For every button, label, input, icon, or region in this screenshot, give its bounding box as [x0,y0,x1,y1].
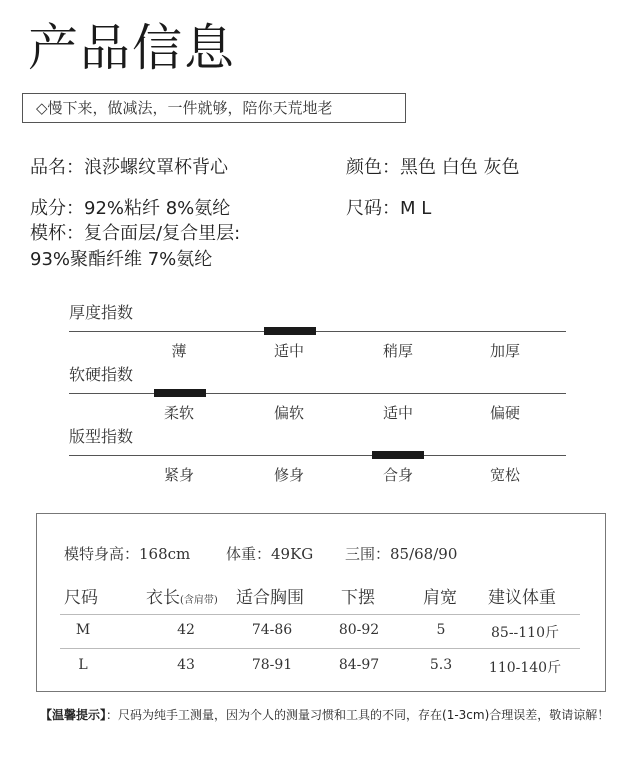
softness-option: 适中 [382,404,413,422]
table-divider [60,648,580,649]
size-notice [40,706,609,724]
table-divider [60,614,580,615]
softness-option: 偏软 [273,404,304,422]
header-weight: 建议体重 [488,588,556,608]
header-bust: 适合胸围 [236,588,304,608]
table-cell: 5.3 [429,657,453,673]
model-weight: 体重：49KG [226,545,314,563]
slogan: ◇慢下来，做减法，一件就够，陪你天荒地老 [36,99,333,117]
thickness-option: 加厚 [489,342,520,360]
thickness-scale-title: 厚度指数 [69,303,134,322]
table-cell: 5 [436,622,446,638]
softness-option: 偏硬 [489,404,520,422]
header-shoulder: 肩宽 [423,588,457,608]
fit-option: 紧身 [163,466,194,484]
fit-scale-title: 版型指数 [69,427,134,446]
product-composition: 成分：92%粘纤 8%氨纶 [30,198,231,219]
header-hem: 下摆 [341,588,375,608]
thickness-option: 稍厚 [382,342,413,360]
cup-material-line2: 93%聚酯纤维 7%氨纶 [30,249,213,270]
table-cell: 84-97 [338,657,380,673]
fit-option: 合身 [382,466,413,484]
header-length: 衣长(含肩带) [146,588,218,608]
model-height: 模特身高：168cm [64,545,191,563]
fit-scale-line [69,455,566,456]
model-measurements: 三围：85/68/90 [345,545,458,563]
thickness-option: 薄 [171,342,187,360]
fit-option: 修身 [273,466,304,484]
header-size: 尺码 [64,588,98,608]
table-cell: 85--110斤 [491,625,559,641]
thickness-scale-line [69,331,566,332]
softness-scale-marker [154,389,206,397]
table-cell: M [75,622,91,638]
product-color: 颜色：黑色 白色 灰色 [346,157,520,178]
table-cell: 110-140斤 [488,660,562,676]
notice-text: ：尺码为纯手工测量，因为个人的测量习惯和工具的不同，存在(1-3cm)合理误差，敬请谅解！ [106,708,610,722]
softness-scale-title: 软硬指数 [69,365,134,384]
thickness-scale-marker [264,327,316,335]
notice-label: 【温馨提示】 [40,708,107,722]
softness-scale-line [69,393,566,394]
thickness-option: 适中 [273,342,304,360]
table-cell: 80-92 [338,622,380,638]
table-cell: 78-91 [251,657,293,673]
table-cell: 42 [177,622,195,638]
fit-scale-marker [372,451,424,459]
table-cell: L [78,657,88,673]
cup-material-line1: 模杯：复合面层/复合里层: [30,223,241,244]
fit-option: 宽松 [489,466,520,484]
table-cell: 74-86 [251,622,293,638]
table-cell: 43 [177,657,195,673]
page-title: 产品信息 [28,19,236,77]
product-size: 尺码：M L [346,198,432,219]
product-name: 品名：浪莎螺纹罩杯背心 [30,157,228,178]
softness-option: 柔软 [163,404,194,422]
header-length-note: (含肩带) [180,595,218,606]
